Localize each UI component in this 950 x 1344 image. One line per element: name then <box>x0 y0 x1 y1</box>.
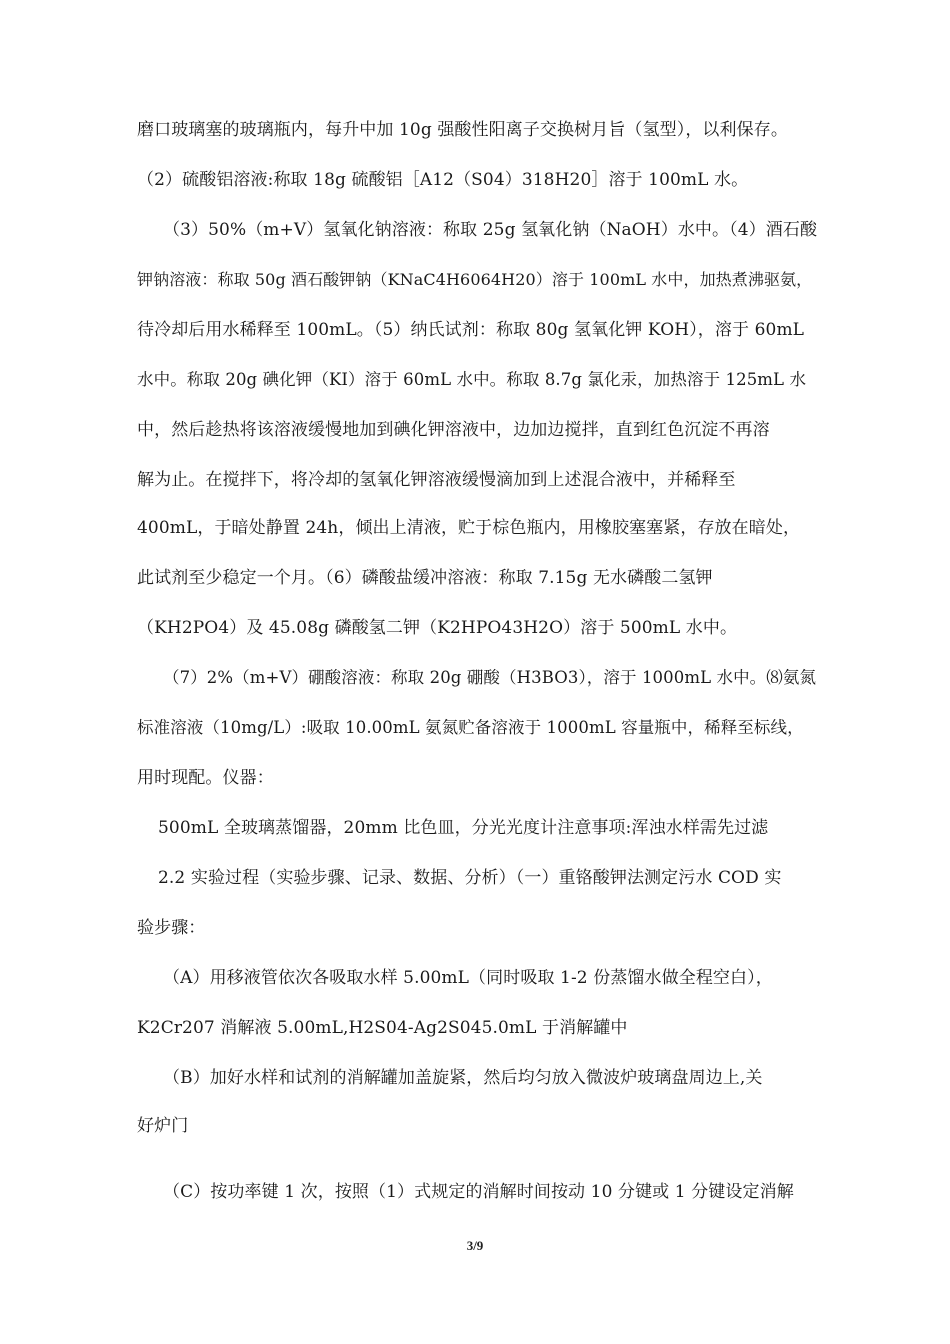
text-line: （A）用移液管依次各吸取水样 5.00mL（同时吸取 1-2 份蒸馏水做全程空白）， <box>163 968 773 988</box>
text-line: （3）50%（m+V）氢氧化钠溶液：称取 25g 氢氧化钠（NaOH）水中。（4）酒石酸 <box>163 220 818 240</box>
text-line: 400mL，于暗处静置 24h，倾出上清液，贮于棕色瓶内，用橡胶塞塞紧，存放在暗处， <box>137 518 801 538</box>
text-line: 中，然后趁热将该溶液缓慢地加到碘化钾溶液中，边加边搅拌，直到红色沉淀不再溶 <box>137 420 770 440</box>
text-line: 好炉门 <box>137 1116 189 1136</box>
text-line: 水中。称取 20g 碘化钾（KI）溶于 60mL 水中。称取 8.7g 氯化汞，加热溶于 125mL 水 <box>137 370 807 389</box>
text-line: （7）2%（m+V）硼酸溶液：称取 20g 硼酸（H3BO3），溶于 1000mL 水中。⑻氨氮 <box>163 668 817 687</box>
text-line: 2.2 实验过程（实验步骤、记录、数据、分析）（一）重铬酸钾法测定污水 COD 实 <box>158 868 782 888</box>
text-line: K2Cr207 消解液 5.00mL,H2S04-Ag2S045.0mL 于消解罐中 <box>137 1018 628 1038</box>
text-line: 磨口玻璃塞的玻璃瓶内，每升中加 10g 强酸性阳离子交换树月旨（氢型），以利保存。 <box>137 120 788 140</box>
text-line: 验步骤： <box>137 918 206 938</box>
text-line: 解为止。在搅拌下，将冷却的氢氧化钾溶液缓慢滴加到上述混合液中，并稀释至 <box>137 470 736 490</box>
text-line: 钾钠溶液：称取 50g 酒石酸钾钠（KNaC4H6064H20）溶于 100mL 水中，加热煮沸驱氨， <box>137 270 813 289</box>
text-line: 待冷却后用水稀释至 100mL。（5）纳氏试剂：称取 80g 氢氧化钾 KOH），溶于 60mL <box>137 320 805 340</box>
text-line: （KH2PO4）及 45.08g 磷酸氢二钾（K2HPO43H2O）溶于 500mL 水中。 <box>137 618 738 638</box>
text-line: 此试剂至少稳定一个月。（6）磷酸盐缓冲溶液：称取 7.15g 无水磷酸二氢钾 <box>137 568 713 588</box>
text-line: 500mL 全玻璃蒸馏器，20mm 比色皿，分光光度计注意事项:浑浊水样需先过滤 <box>158 818 769 838</box>
text-line: 标准溶液（10mg/L）:吸取 10.00mL 氨氮贮备溶液于 1000mL 容量瓶中，稀释至标线， <box>137 718 804 737</box>
text-line: 用时现配。仪器： <box>137 768 274 788</box>
text-line: （B）加好水样和试剂的消解罐加盖旋紧，然后均匀放入微波炉玻璃盘周边上,关 <box>163 1068 763 1088</box>
text-line: （C）按功率键 1 次，按照（1）式规定的消解时间按动 10 分键或 1 分键设定消解 <box>163 1182 794 1202</box>
page-number: 3/9 <box>466 1238 484 1253</box>
text-line: （2）硫酸铝溶液:称取 18g 硫酸铝［A12（S04）318H20］溶于 100mL 水。 <box>137 170 749 190</box>
